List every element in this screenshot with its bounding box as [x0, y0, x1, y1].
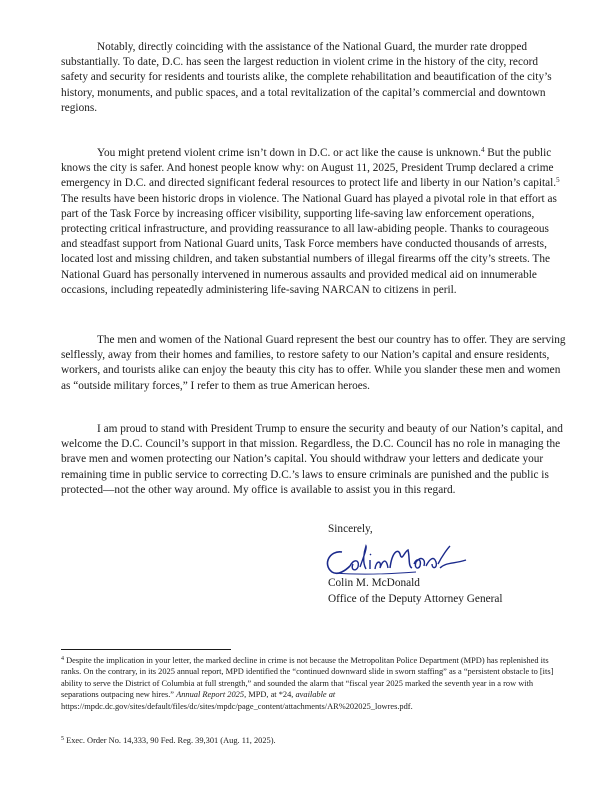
body-paragraph-3: The men and women of the National Guard represent the best our country has to offer. They are serving selflessly, away from their homes and families, to restore safety to our Nation’s capital and ensure residents, workers, and tourists alike can enjoy the beauty this city has to offer. While you slander these men and women as “outside military forces,” I refer to them as true American heroes.	[61, 334, 566, 392]
footnote-ref-5: 5	[556, 176, 560, 185]
body-paragraph-1: Notably, directly coinciding with the assistance of the National Guard, the murder rate dropped substantially. To date, D.C. has seen the largest reduction in violent crime in the history of the city, record safety and security for residents and tourists alike, the complete rehabilitation and beautification of the city’s history, monuments, and public spaces, and a total revitalization of the capital’s commercial and downtown regions.	[61, 41, 552, 114]
footnote-divider	[61, 649, 231, 650]
footnote-5: $^5$ Exec. Order No. 14,333, 90 Fed. Reg. 39,301 (Aug. 11, 2025).	[61, 736, 276, 745]
handwritten-signature	[320, 542, 470, 580]
footnote-ref-4: 4	[480, 146, 485, 154]
footnote-url: https://mpdc.dc.gov/sites/default/files/dc/sites/mpdc/page_content/attachments/AR%202025_lowres.pdf.	[61, 701, 413, 711]
footnote-4: $^4$ Despite the implication in your letter, the marked decline in crime is not because the Metropolitan Police Department (MPD) has replenished its ranks. On the contrary, in its 2025 annual report, MPD identified the “continued downward slide in sworn staffing” as a “persistent obstacle to [its] ability to serve the District of Columbia at full strength,” and sounded the alarm that “fiscal year 2025 marked the seventh year in a row with separations outpacing new hires.” Annual Report 2025, MPD, at *24, available at https://mpdc.dc.gov/sites/default/files/dc/sites/mpdc/page_content/attachments/AR%202025_lowres.pdf.	[61, 656, 554, 711]
signer-title: Office of the Deputy Attorney General	[328, 592, 503, 605]
signature-block	[328, 576, 503, 607]
body-paragraph-2: You might pretend violent crime isn’t down in D.C. or act like the cause is unknown.$^4$ But the public knows the city is safer. And honest people know why: on August 11, 2025, President Trump declared a crime emergency in D.C. and directed significant federal resources to protect life and liberty in our Nation’s capital.$^5$ The results have been historic drops in violence. The National Guard has played a pivotal role in that effort as part of the Task Force by increasing officer visibility, supporting life-saving law enforcement operations, protecting critical infrastructure, and providing reassurance to all law-abiding people. Thanks to courageous and steadfast support from National Guard units, Task Force members have conducted thousands of arrests, located lost and missing children, and taken substantial numbers of illegal firearms off the city’s streets. The National Guard has personally intervened in numerous assaults and provided medical aid on innumerable occasions, including repeatedly administering life-saving NARCAN to citizens in peril.	[61, 146, 560, 296]
signer-name: Colin M. McDonald	[328, 577, 420, 589]
body-paragraph-4: I am proud to stand with President Trump to ensure the security and beauty of our Nation’s capital, and welcome the D.C. Council’s support in that mission. Regardless, the D.C. Council has no role in managing the brave men and women protecting our Nation’s capital. You should withdraw your letters and dedicate your remaining time in public service to correcting D.C.’s laws to ensure criminals are punished and the public is protected—not the other way around. My office is available to assist you in this regard.	[61, 423, 563, 496]
closing-salutation: Sincerely,	[328, 523, 373, 535]
